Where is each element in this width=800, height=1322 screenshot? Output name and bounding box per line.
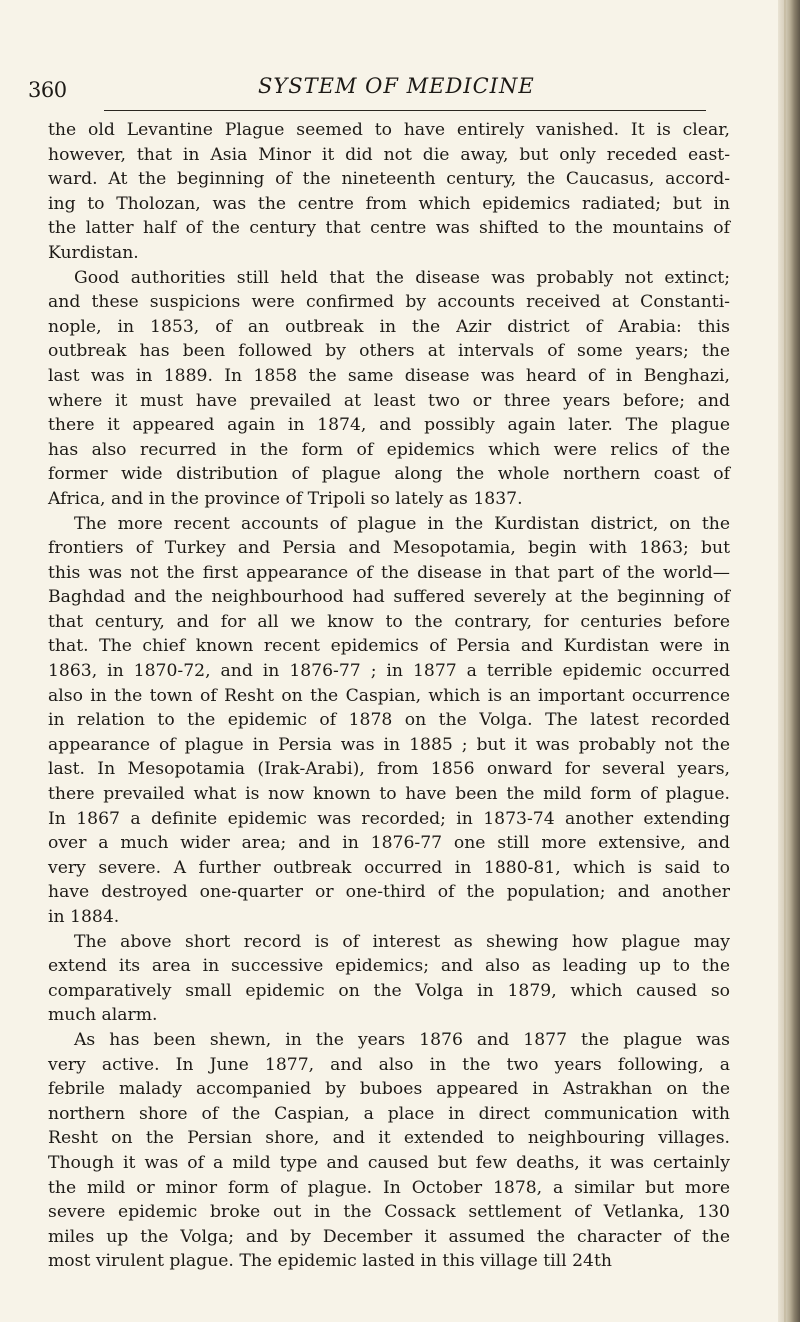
- text-line: Good authorities still held that the disease was probably not extinct;: [74, 267, 730, 288]
- text-line: in relation to the epidemic of 1878 on the Volga. The latest recorded: [48, 710, 730, 731]
- text-line: northern shore of the Caspian, a place in direct communication with: [48, 1103, 730, 1124]
- text-line: outbreak has been followed by others at intervals of some years; the: [48, 341, 730, 362]
- text-line: over a much wider area; and in 1876-77 one still more extensive, and: [48, 833, 730, 854]
- paragraph: [48, 930, 730, 1028]
- text-line: have destroyed one-quarter or one-third of the population; and another: [48, 882, 730, 903]
- text-line: 1863, in 1870-72, and in 1876-77 ; in 1877 a terrible epidemic occurred: [48, 661, 730, 682]
- text-line: has also recurred in the form of epidemics which were relics of the: [48, 439, 730, 460]
- text-line: Africa, and in the province of Tripoli so lately as 1837.: [48, 488, 523, 509]
- text-line: the old Levantine Plague seemed to have entirely vanished. It is clear,: [48, 120, 730, 140]
- text-line: the latter half of the century that centre was shifted to the mountains of: [48, 218, 730, 239]
- page-number: 360: [28, 78, 67, 102]
- text-line: much alarm.: [48, 1005, 158, 1026]
- text-line: nople, in 1853, of an outbreak in the Azir district of Arabia: this: [48, 316, 730, 337]
- text-line: most virulent plague. The epidemic lasted in this village till 24th: [48, 1251, 612, 1272]
- text-line: Though it was of a mild type and caused but few deaths, it was certainly: [48, 1152, 730, 1173]
- text-line: also in the town of Resht on the Caspian, which is an important occurrence: [48, 685, 730, 706]
- text-line: last. In Mesopotamia (Irak-Arabi), from 1856 onward for several years,: [48, 759, 730, 780]
- paragraph: [48, 512, 730, 930]
- text-line: Baghdad and the neighbourhood had suffered severely at the beginning of: [48, 587, 730, 608]
- text-line: febrile malady accompanied by buboes appeared in Astrakhan on the: [48, 1079, 730, 1100]
- text-line: last was in 1889. In 1858 the same disease was heard of in Benghazi,: [48, 365, 730, 386]
- text-line: In 1867 a definite epidemic was recorded; in 1873-74 another extending: [48, 808, 730, 829]
- header-rule: [104, 110, 706, 111]
- paragraph: [48, 266, 730, 512]
- text-line: and these suspicions were confirmed by accounts received at Constanti-: [48, 292, 730, 313]
- page-header: [28, 74, 730, 104]
- text-line: miles up the Volga; and by December it assumed the character of the: [48, 1226, 730, 1247]
- text-line: The more recent accounts of plague in the Kurdistan district, on the: [74, 513, 730, 534]
- page-edge-shadow: [778, 0, 800, 1322]
- text-line: appearance of plague in Persia was in 1885 ; but it was probably not the: [48, 734, 730, 755]
- text-line: severe epidemic broke out in the Cossack settlement of Vetlanka, 130: [48, 1202, 730, 1223]
- paragraph: [48, 118, 730, 266]
- text-line: very severe. A further outbreak occurred in 1880-81, which is said to: [48, 857, 730, 878]
- text-line: As has been shewn, in the years 1876 and 1877 the plague was: [74, 1029, 730, 1050]
- text-line: extend its area in successive epidemics; and also as leading up to the: [48, 956, 730, 977]
- text-line: frontiers of Turkey and Persia and Mesopotamia, begin with 1863; but: [48, 538, 730, 559]
- text-line: Kurdistan.: [48, 242, 139, 263]
- text-line: however, that in Asia Minor it did not die away, but only receded east-: [48, 144, 730, 165]
- text-line: there it appeared again in 1874, and possibly again later. The plague: [48, 415, 730, 436]
- text-line: comparatively small epidemic on the Volga in 1879, which caused so: [48, 980, 730, 1001]
- paragraph: [48, 1028, 730, 1274]
- text-line: in 1884.: [48, 907, 120, 927]
- text-line: where it must have prevailed at least two or three years before; and: [48, 390, 730, 411]
- body-text: [48, 118, 730, 1274]
- text-line: that century, and for all we know to the contrary, for centuries before: [48, 611, 730, 632]
- text-line: former wide distribution of plague along the whole northern coast of: [48, 464, 730, 485]
- text-line: ing to Tholozan, was the centre from which epidemics radiated; but in: [48, 193, 730, 214]
- text-line: this was not the first appearance of the disease in that part of the world—: [48, 562, 730, 583]
- text-line: there prevailed what is now known to have been the mild form of plague.: [48, 784, 730, 805]
- text-line: The above short record is of interest as shewing how plague may: [74, 931, 730, 952]
- running-head: SYSTEM OF MEDICINE: [258, 74, 535, 98]
- text-line: very active. In June 1877, and also in the two years following, a: [48, 1054, 730, 1075]
- text-line: ward. At the beginning of the nineteenth century, the Caucasus, accord-: [48, 169, 730, 190]
- text-line: Resht on the Persian shore, and it extended to neighbouring villages.: [48, 1128, 730, 1149]
- text-line: the mild or minor form of plague. In October 1878, a similar but more: [48, 1177, 730, 1198]
- text-line: that. The chief known recent epidemics of Persia and Kurdistan were in: [48, 636, 730, 657]
